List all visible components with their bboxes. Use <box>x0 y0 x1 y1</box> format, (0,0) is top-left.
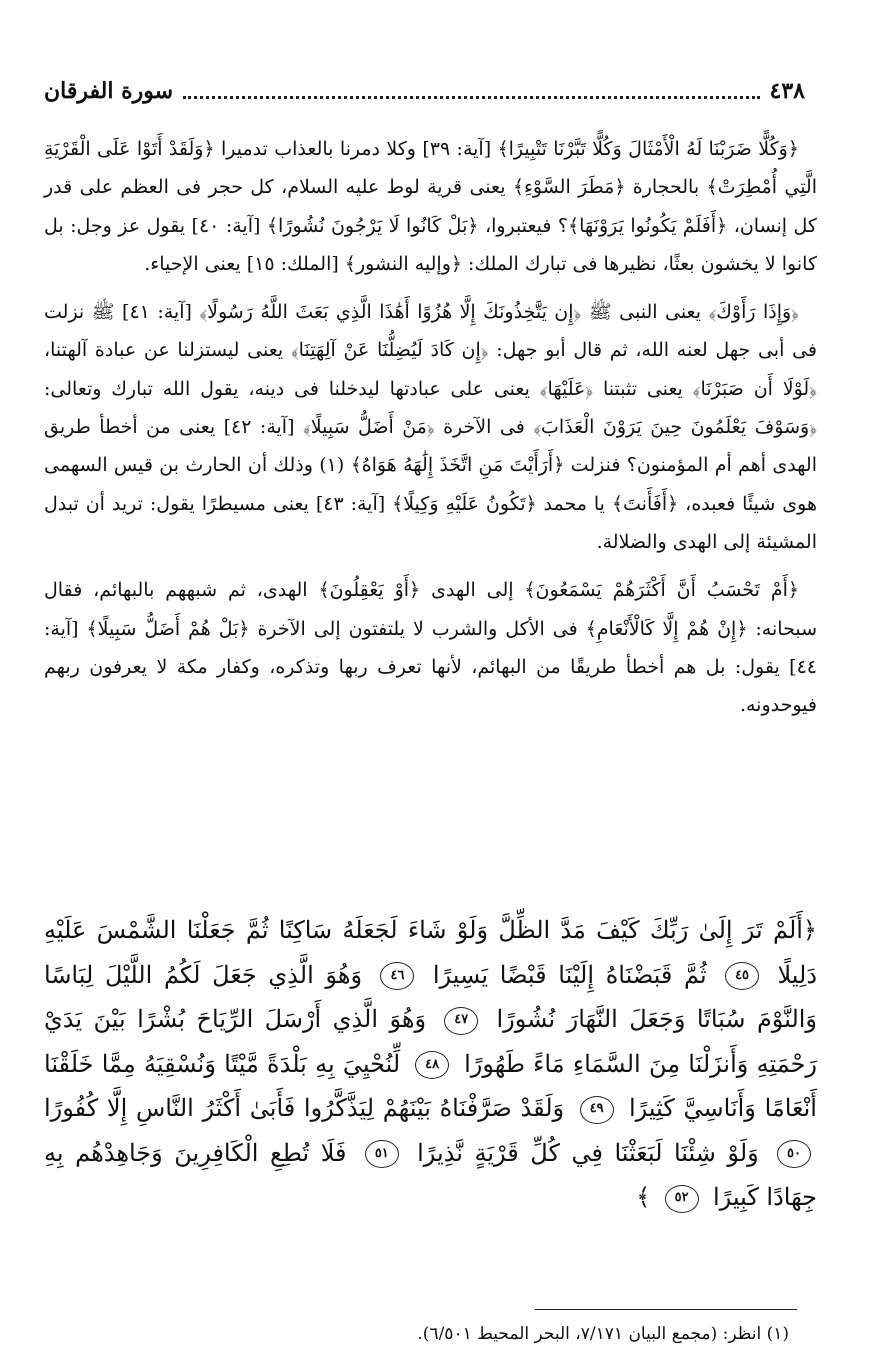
commentary-paragraph-1: ﴿وَكُلًّا ضَرَبْنَا لَهُ الْأَمْثَالَ وَكُلًّا تَبَّرْنَا تَتْبِيرًا﴾ [آية: ٣٩] وكلا دمرنا بالعذاب تدميرا ﴿وَلَقَدْ أَتَوْا عَلَى الْقَرْيَةِ الَّتِي أُمْطِرَتْ﴾ بالحجارة ﴿مَطَرَ السَّوْءِ﴾ يعنى قرية لوط عليه السلام، كل حجر فى العظم على قدر كل إنسان، ﴿أَفَلَمْ يَكُونُوا يَرَوْنَهَا﴾؟ فيعتبروا، ﴿بَلْ كَانُوا لَا يَرْجُونَ نُشُورًا﴾ [آية: ٤٠] يقول عز وجل: بل كانوا لا يخشون بعثًا، نظيرها فى تبارك الملك: ﴿وإليه النشور﴾ [الملك: ١٥] يعنى الإحياء. <box>44 138 817 275</box>
verse-text: فَلَا تُطِعِ الْكَافِرِينَ وَجَاهِدْهُم بِهِ جِهَادًا كَبِيرًا <box>44 1138 817 1211</box>
verse-text: وَهُوَ الَّذِي جَعَلَ لَكُمُ اللَّيْلَ لِبَاسًا وَالنَّوْمَ سُبَاتًا وَجَعَلَ النَّهَارَ نُشُورًا <box>44 960 818 1033</box>
verse-number-marker: ٤٧ <box>444 1007 478 1035</box>
verse-text: ﴿أَلَمْ تَرَ إِلَىٰ رَبِّكَ كَيْفَ مَدَّ الظِّلَّ وَلَوْ شَاءَ لَجَعَلَهُ سَاكِنًا ثُمَّ جَعَلْنَا الشَّمْسَ عَلَيْهِ دَلِيلًا <box>44 916 818 989</box>
page-header <box>44 78 805 104</box>
verse-closing-bracket: ﴾ <box>636 1183 651 1211</box>
header-dotted-leader <box>183 96 759 99</box>
verse-text: وَلَوْ شِئْنَا لَبَعَثْنَا فِي كُلِّ قَرْيَةٍ نَّذِيرًا <box>417 1138 759 1167</box>
commentary-paragraph-3: ﴿أَمْ تَحْسَبُ أَنَّ أَكْثَرَهُمْ يَسْمَعُونَ﴾ إلى الهدى ﴿أَوْ يَعْقِلُونَ﴾ الهدى، ثم شبههم بالبهائم، فقال سبحانه: ﴿إِنْ هُمْ إِلَّا كَالْأَنْعَامِ﴾ فى الأكل والشرب لا يلتفتون إلى الآخرة ﴿بَلْ هُمْ أَضَلُّ سَبِيلًا﴾ [آية: ٤٤] يقول: بل هم أخطأ طريقًا من البهائم، لأنها تعرف ربها وتذكره، وكفار مكة لا يعرفون ربهم فيوحدونه. <box>44 579 817 717</box>
verse-number-marker: ٥٢ <box>665 1185 699 1213</box>
verse-number-marker: ٤٩ <box>580 1096 614 1124</box>
quran-verses-block <box>44 908 817 1220</box>
commentary-paragraph-2: ﴿وَإِذَا رَأَوْكَ﴾ يعنى النبى ﷺ ﴿إِن يَتَّخِذُونَكَ إِلَّا هُزُوًا أَهَٰذَا الَّذِي بَعَثَ اللَّهُ رَسُولًا﴾ [آية: ٤١] ﷺ نزلت فى أبى جهل لعنه الله، ثم قال أبو جهل: ﴿إِن كَادَ لَيُضِلُّنَا عَنْ آلِهَتِنَا﴾ يعنى ليستزلنا عن عبادة آلهتنا، ﴿لَوْلَا أَن صَبَرْنَا﴾ يعنى تثبتنا ﴿عَلَيْهَا﴾ يعنى على عبادتها ليدخلنا فى دينه، يقول الله تبارك وتعالى: ﴿وَسَوْفَ يَعْلَمُونَ حِينَ يَرَوْنَ الْعَذَابَ﴾ فى الآخرة ﴿مَنْ أَضَلُّ سَبِيلًا﴾ [آية: ٤٢] يعنى من أخطأ طريق الهدى أهم أم المؤمنون؟ فنزلت ﴿أَرَأَيْتَ مَنِ اتَّخَذَ إِلَٰهَهُ هَوَاهُ﴾ (١) وذلك أن الحارث بن قيس السهمى هوى شيئًا فعبده، ﴿أَفَأَنتَ﴾ يا محمد ﴿تَكُونُ عَلَيْهِ وَكِيلًا﴾ [آية: ٤٣] يعنى مسيطرًا يقول: تريد أن تبدل المشيئة إلى الهدى والضلالة. <box>44 301 818 553</box>
commentary-body <box>44 130 817 724</box>
verse-text: لِّنُحْيِيَ بِهِ بَلْدَةً مَّيْتًا وَنُسْقِيَهُ مِمَّا خَلَقْنَا أَنْعَامًا وَأَنَاسِيَّ كَثِيرًا <box>44 1049 817 1122</box>
verse-number-marker: ٥١ <box>365 1140 399 1168</box>
verse-number-marker: ٤٨ <box>415 1051 449 1079</box>
verse-number-marker: ٤٥ <box>725 962 759 990</box>
verse-number-marker: ٥٠ <box>777 1140 811 1168</box>
footnote-separator <box>535 1309 797 1310</box>
page-number: ٤٣٨ <box>769 78 805 104</box>
verse-number-marker: ٤٦ <box>380 962 414 990</box>
verse-text: ثُمَّ قَبَضْنَاهُ إِلَيْنَا قَبْضًا يَسِيرًا <box>432 960 707 989</box>
surah-title: سورة الفرقان <box>44 78 174 104</box>
verse-text: وَلَقَدْ صَرَّفْنَاهُ بَيْنَهُمْ لِيَذَّكَّرُوا فَأَبَىٰ أَكْثَرُ النَّاسِ إِلَّا كُفُورًا <box>44 1094 565 1122</box>
verse-text: وَهُوَ الَّذِي أَرْسَلَ الرِّيَاحَ بُشْرًا بَيْنَ يَدَيْ رَحْمَتِهِ وَأَنزَلْنَا مِنَ السَّمَاءِ مَاءً طَهُورًا <box>44 1005 817 1078</box>
footnote: (١) انظر: (مجمع البيان ٧/١٧١، البحر المحيط ٦/٥٠١). <box>417 1324 789 1344</box>
